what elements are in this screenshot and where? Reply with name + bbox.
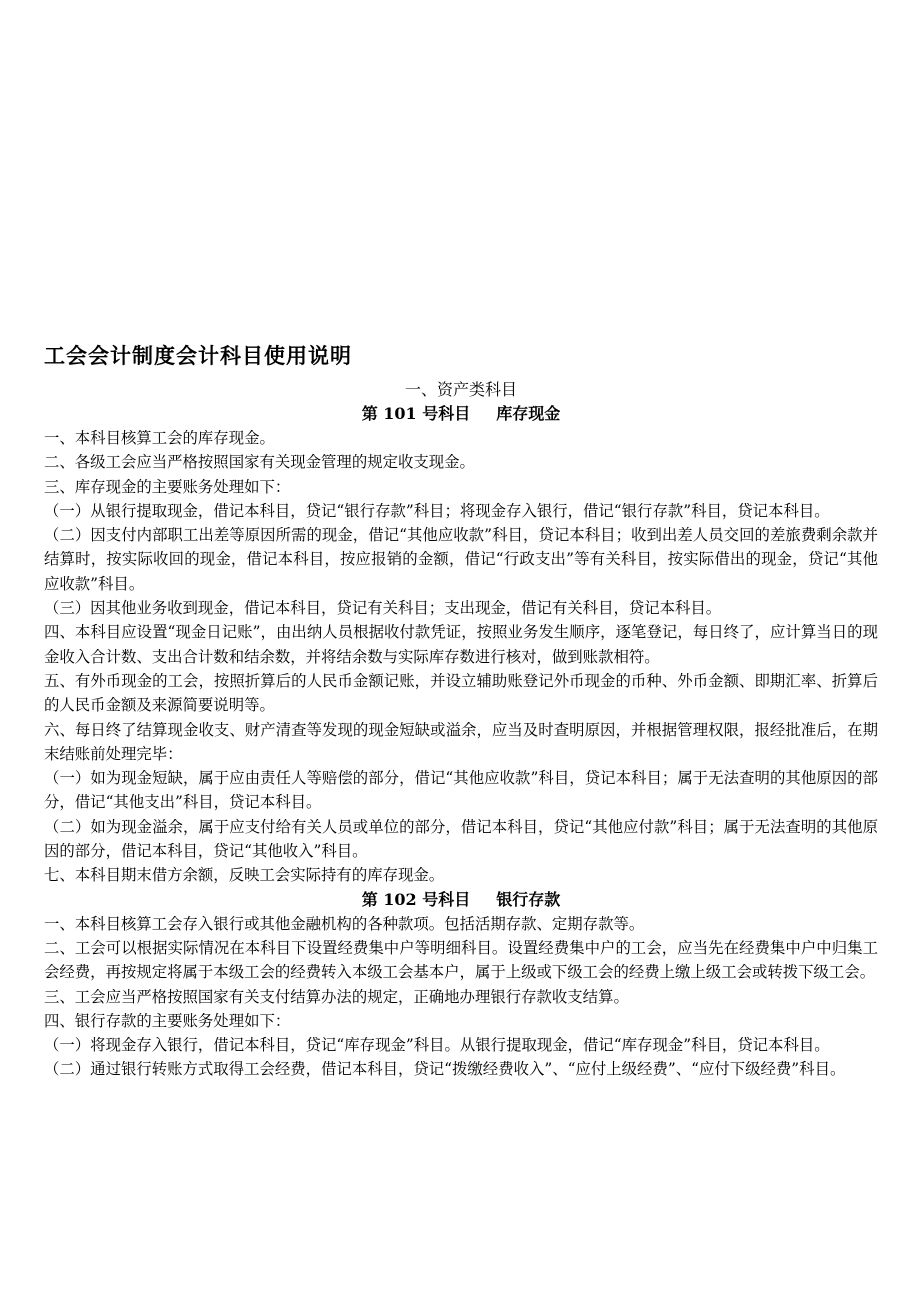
subject-name: 银行存款 [496,889,561,909]
paragraph: （二）如为现金溢余，属于应支付给有关人员或单位的部分，借记本科目，贷记“其他应付款”科目；属于无法查明的其他原因的部分，借记本科目，贷记“其他收入”科目。 [44,817,878,861]
subject-heading [44,402,878,426]
paragraph: 五、有外币现金的工会，按照折算后的人民币金额记账，并设立辅助账登记外币现金的币种、外币金额、即期汇率、折算后的人民币金额及来源简要说明等。 [44,671,878,715]
paragraph: （三）因其他业务收到现金，借记本科目，贷记有关科目；支出现金，借记有关科目，贷记本科目。 [44,599,722,618]
subject-name: 库存现金 [496,404,561,423]
paragraph: 一、本科目核算工会存入银行或其他金融机构的各种款项。包括活期存款、定期存款等。 [44,914,645,933]
paragraph: 七、本科目期末借方余额，反映工会实际持有的库存现金。 [44,866,445,885]
document-title: 工会会计制度会计科目使用说明 [44,344,352,368]
paragraph: （一）将现金存入银行，借记本科目，贷记“库存现金”科目。从银行提取现金，借记“库存现金”科目，贷记本科目。 [44,1036,830,1055]
paragraph: 四、银行存款的主要账务处理如下： [44,1011,291,1030]
paragraph: 六、每日终了结算现金收支、财产清查等发现的现金短缺或溢余，应当及时查明原因，并根据管理权限，报经批准后，在期末结账前处理完毕： [44,720,878,763]
paragraph: 三、工会应当严格按照国家有关支付结算办法的规定，正确地办理银行存款收支结算。 [44,987,629,1006]
section-heading: 一、资产类科目 [404,380,517,399]
subject-number: 第 102 号科目 [361,889,471,909]
paragraph: 三、库存现金的主要账务处理如下： [44,477,291,496]
paragraph: 四、本科目应设置“现金日记账”，由出纳人员根据收付款凭证，按照业务发生顺序，逐笔登记，每日终了，应计算当日的现金收入合计数、支出合计数和结余数，并将结余数与实际库存数进行核对，做到账款相符。 [44,623,878,666]
document-page [44,340,878,1082]
subject-101 [44,402,878,888]
subject-heading [44,888,878,912]
paragraph: （一）从银行提取现金，借记本科目，贷记“银行存款”科目；将现金存入银行，借记“银行存款”科目，贷记本科目。 [44,501,830,520]
subject-102 [44,888,878,1082]
paragraph: 一、本科目核算工会的库存现金。 [44,429,275,447]
paragraph: （一）如为现金短缺，属于应由责任人等赔偿的部分，借记“其他应收款”科目，贷记本科目；属于无法查明的其他原因的部分，借记“其他支出”科目，贷记本科目。 [44,769,878,812]
paragraph: 二、各级工会应当严格按照国家有关现金管理的规定收支现金。 [44,453,475,472]
paragraph: （二）因支付内部职工出差等原因所需的现金，借记“其他应收款”科目，贷记本科目；收到出差人员交回的差旅费剩余款并结算时，按实际收回的现金，借记本科目，按应报销的金额，借记“行政支出”等有关科目，按实际借出的现金，贷记“其他应收款”科目。 [44,526,878,593]
subject-number: 第 101 号科目 [361,404,471,423]
paragraph: 二、工会可以根据实际情况在本科目下设置经费集中户等明细科目。设置经费集中户的工会，应当先在经费集中户中归集工会经费，再按规定将属于本级工会的经费转入本级工会基本户，属于上级或下级工会的经费上缴上级工会或转拨下级工会。 [44,938,878,982]
paragraph: （二）通过银行转账方式取得工会经费，借记本科目，贷记“拨缴经费收入”、“应付上级经费”、“应付下级经费”科目。 [44,1060,846,1079]
